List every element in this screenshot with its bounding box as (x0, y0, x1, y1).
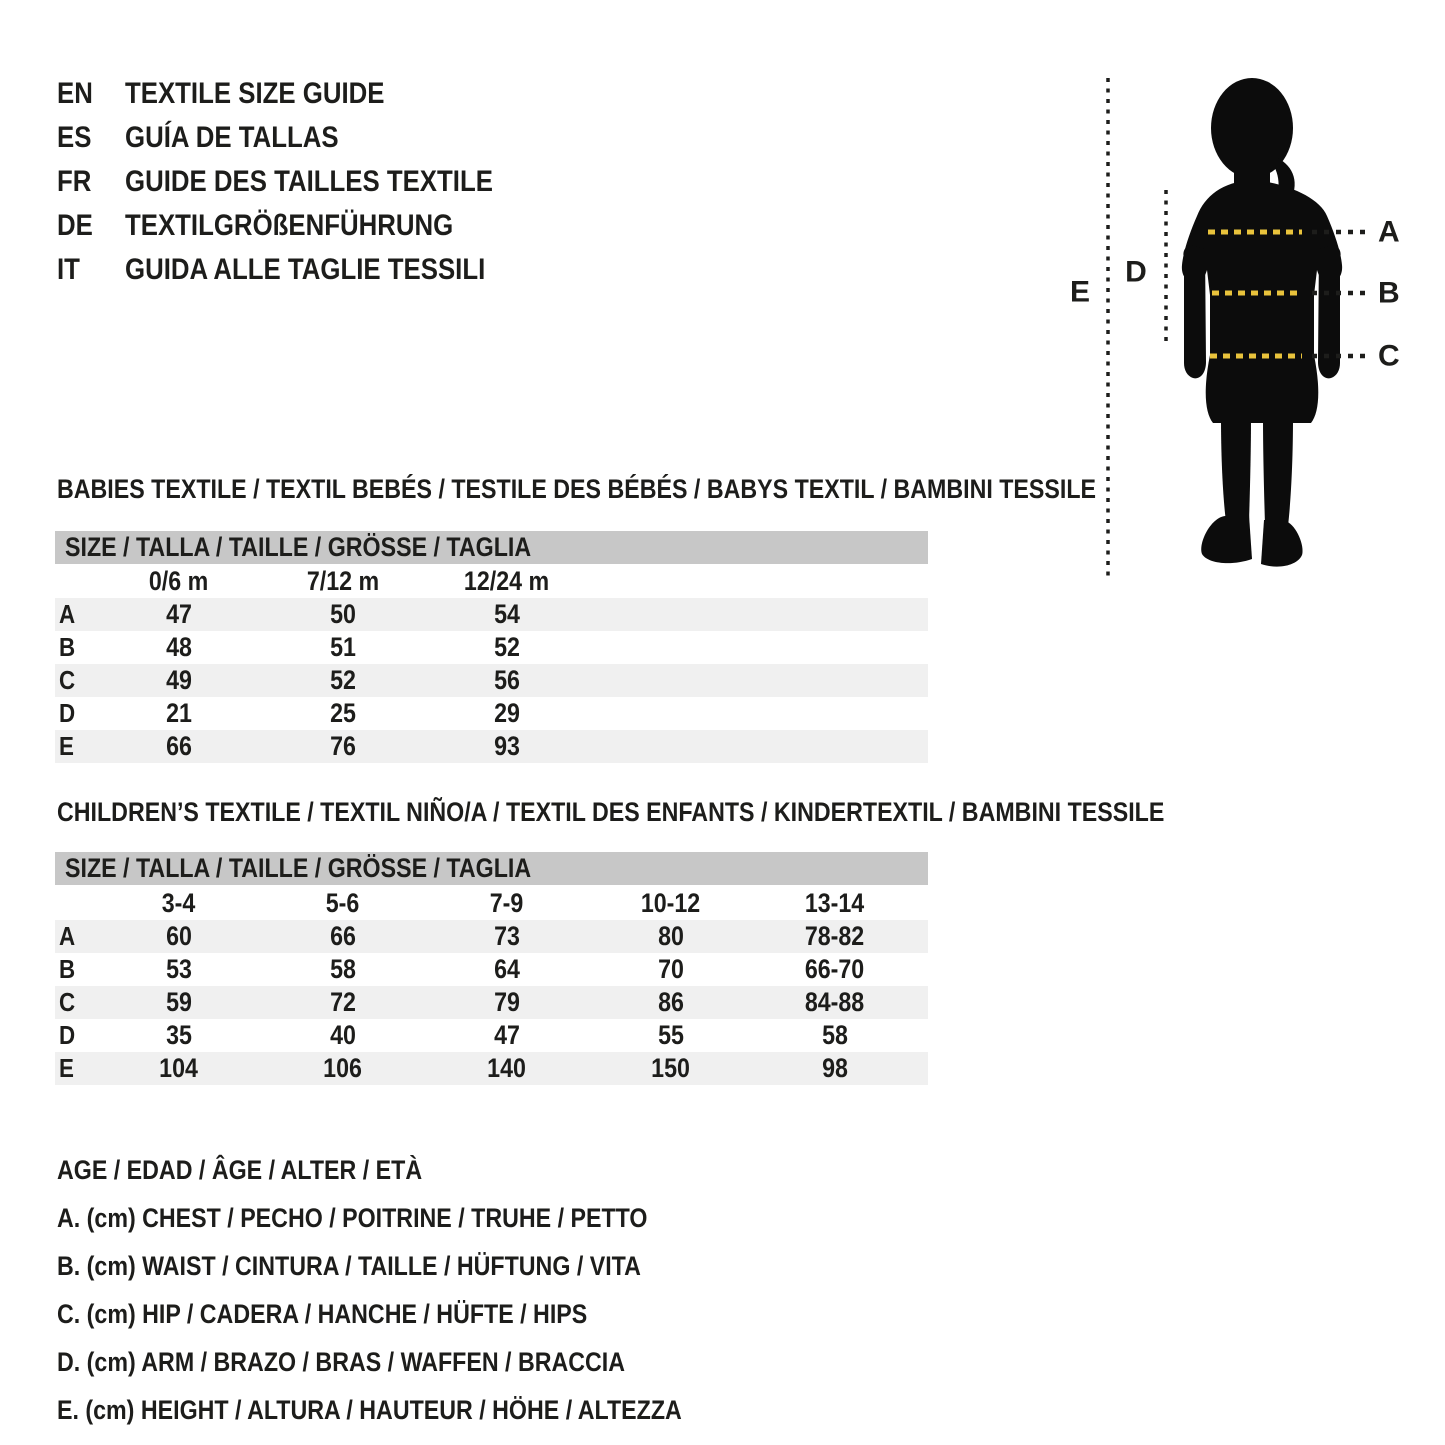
cell-value: 49 (166, 665, 192, 695)
cell-value: 35 (166, 1020, 192, 1050)
cell-value: 66-70 (805, 954, 865, 984)
cell-value: 93 (494, 731, 520, 761)
column-header: 3-4 (162, 887, 196, 918)
cell-value: 86 (658, 987, 684, 1017)
cell-value: 66 (330, 921, 356, 951)
silhouette-right-arm (1318, 245, 1341, 378)
cell-value: 50 (330, 599, 356, 629)
row-label: D (59, 1020, 76, 1050)
cell-value: 40 (330, 1020, 356, 1050)
label-E: E (1069, 275, 1091, 309)
cell-value: 52 (330, 665, 356, 695)
column-header: 13-14 (805, 887, 865, 918)
silhouette-left-arm (1183, 245, 1206, 378)
cell-value: 59 (166, 987, 192, 1017)
cell-value: 48 (166, 632, 192, 662)
table-row (55, 730, 928, 763)
silhouette-left-shoe (1201, 515, 1252, 563)
table-row (55, 598, 928, 631)
column-header: 7/12 m (306, 565, 380, 596)
legend-height: E. (cm) HEIGHT / ALTURA / HAUTEUR / HÖHE / ALTEZZA (57, 1395, 682, 1425)
cell-value: 47 (494, 1020, 520, 1050)
cell-value: 72 (330, 987, 356, 1017)
legend-waist: B. (cm) WAIST / CINTURA / TAILLE / HÜFTUNG / VITA (57, 1251, 641, 1281)
cell-value: 150 (651, 1053, 691, 1083)
cell-value: 21 (166, 698, 192, 728)
language-row-es (57, 116, 553, 160)
row-label: A (59, 921, 76, 951)
row-label: D (59, 698, 76, 728)
table-header-row (55, 886, 928, 920)
language-code: FR (57, 165, 92, 198)
legend-hip: C. (cm) HIP / CADERA / HANCHE / HÜFTE / HIPS (57, 1299, 588, 1329)
cell-value: 106 (323, 1053, 363, 1083)
column-header: 0/6 m (149, 565, 209, 596)
children-section-heading: CHILDREN’S TEXTILE / TEXTIL NIÑO/A / TEXTIL DES ENFANTS / KINDERTEXTIL / BAMBINI TESSILE (57, 797, 1165, 827)
language-row-fr (57, 160, 553, 204)
cell-value: 66 (166, 731, 192, 761)
row-label: E (59, 731, 74, 761)
cell-value: 60 (166, 921, 192, 951)
cell-value: 78-82 (805, 921, 865, 951)
row-label: B (59, 632, 76, 662)
cell-value: 53 (166, 954, 192, 984)
babies-size-table (55, 564, 928, 763)
cell-value: 55 (658, 1020, 684, 1050)
guide-title: GUIDE DES TAILLES TEXTILE (125, 165, 493, 198)
language-title-list (57, 72, 553, 292)
row-label: B (59, 954, 76, 984)
cell-value: 76 (330, 731, 356, 761)
legend-arm: D. (cm) ARM / BRAZO / BRAS / WAFFEN / BRACCIA (57, 1347, 626, 1377)
column-header: 10-12 (641, 887, 701, 918)
row-label: C (59, 987, 76, 1017)
measurement-legend (57, 1146, 783, 1434)
silhouette-torso (1182, 180, 1342, 423)
table-row (55, 1052, 928, 1085)
guide-title: GUÍA DE TALLAS (125, 121, 339, 154)
guide-title: TEXTILE SIZE GUIDE (125, 77, 385, 110)
cell-value: 73 (494, 921, 520, 951)
guide-title: TEXTILGRÖßENFÜHRUNG (125, 209, 454, 242)
table-row (55, 631, 928, 664)
cell-value: 104 (159, 1053, 199, 1083)
row-label: E (59, 1053, 74, 1083)
cell-value: 79 (494, 987, 520, 1017)
guide-title: GUIDA ALLE TAGLIE TESSILI (125, 253, 486, 286)
cell-value: 29 (494, 698, 520, 728)
table-header-row (55, 564, 928, 598)
legend-age: AGE / EDAD / ÂGE / ALTER / ETÀ (57, 1155, 423, 1185)
cell-value: 58 (822, 1020, 848, 1050)
cell-value: 52 (494, 632, 520, 662)
row-label: C (59, 665, 76, 695)
table-row (55, 986, 928, 1019)
cell-value: 56 (494, 665, 520, 695)
language-code: DE (57, 209, 93, 242)
language-row-en (57, 72, 553, 116)
label-A: A (1378, 215, 1400, 249)
language-row-de (57, 204, 553, 248)
silhouette-right-shoe (1261, 520, 1303, 567)
cell-value: 70 (658, 954, 684, 984)
row-label: A (59, 599, 76, 629)
language-code: ES (57, 121, 92, 154)
cell-value: 98 (822, 1053, 848, 1083)
children-size-table (55, 886, 928, 1085)
label-C: C (1378, 339, 1400, 373)
cell-value: 58 (330, 954, 356, 984)
column-header: 5-6 (326, 887, 360, 918)
column-header: 12/24 m (464, 565, 550, 596)
cell-value: 47 (166, 599, 192, 629)
silhouette-right-leg (1263, 418, 1293, 526)
babies-size-header-bar: SIZE / TALLA / TAILLE / GRÖSSE / TAGLIA (55, 531, 928, 564)
label-B: B (1378, 276, 1400, 310)
cell-value: 84-88 (805, 987, 865, 1017)
table-row (55, 697, 928, 730)
cell-value: 51 (330, 632, 356, 662)
silhouette-left-leg (1221, 418, 1251, 522)
language-code: EN (57, 77, 93, 110)
language-row-it (57, 248, 553, 292)
column-header: 7-9 (490, 887, 524, 918)
measurement-figure (1050, 60, 1445, 605)
cell-value: 64 (494, 954, 520, 984)
cell-value: 140 (487, 1053, 527, 1083)
legend-chest: A. (cm) CHEST / PECHO / POITRINE / TRUHE / PETTO (57, 1203, 648, 1233)
table-row (55, 953, 928, 986)
label-D: D (1125, 255, 1147, 289)
cell-value: 80 (658, 921, 684, 951)
cell-value: 54 (494, 599, 520, 629)
table-row (55, 920, 928, 953)
cell-value: 25 (330, 698, 356, 728)
table-row (55, 1019, 928, 1052)
table-row (55, 664, 928, 697)
language-code: IT (57, 253, 80, 286)
babies-section-heading: BABIES TEXTILE / TEXTIL BEBÉS / TESTILE DES BÉBÉS / BABYS TEXTIL / BAMBINI TESSILE (57, 474, 1097, 504)
children-size-header-bar: SIZE / TALLA / TAILLE / GRÖSSE / TAGLIA (55, 852, 928, 885)
